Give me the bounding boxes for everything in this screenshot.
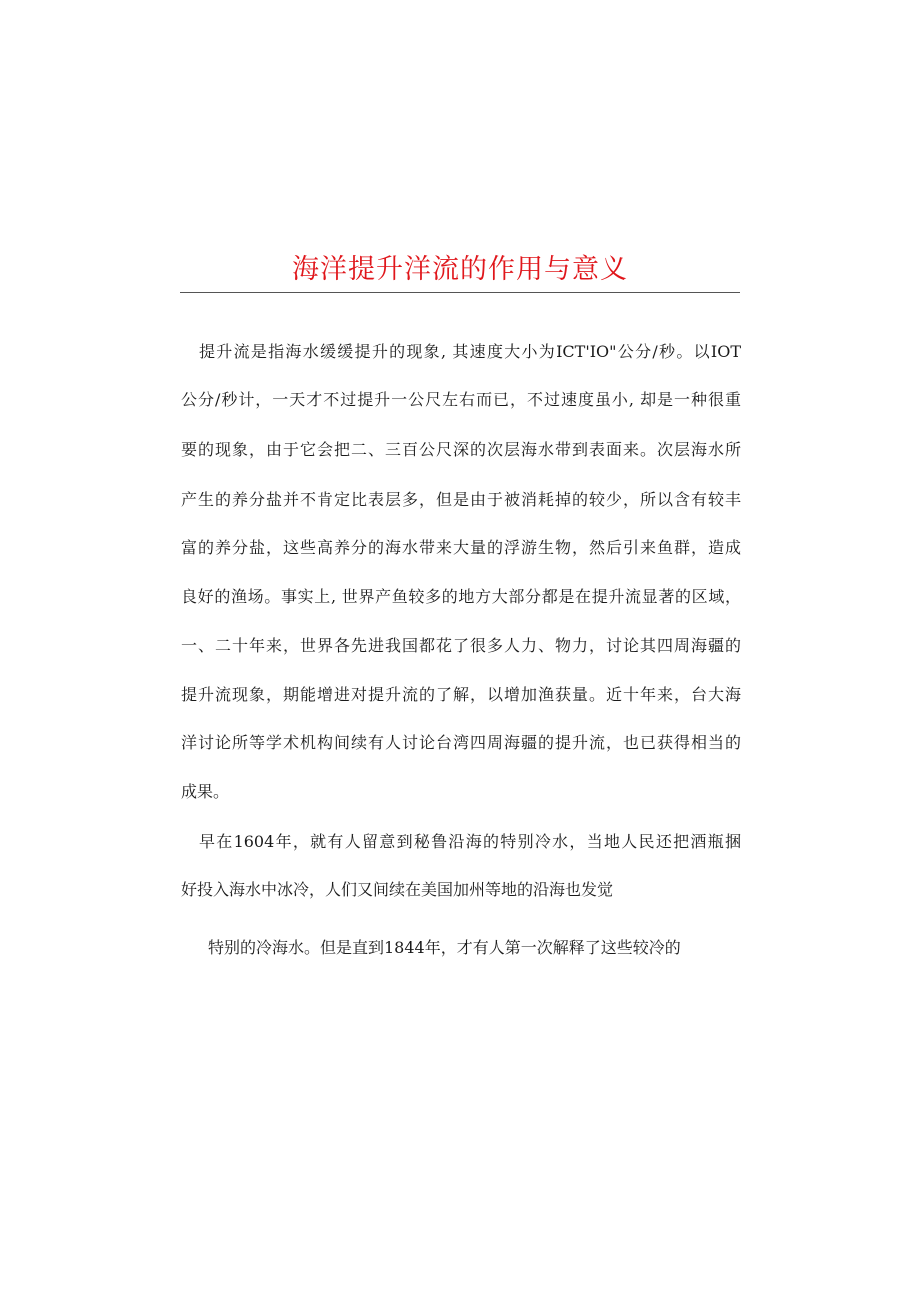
- paragraph-1-line-6: 良好的渔场。事实上, 世界产鱼较多的地方大部分都是在提升流显著的区域，: [181, 587, 741, 606]
- paragraph-1-line-7: 一、二十年来，世界各先进我国都花了很多人力、物力，讨论其四周海疆的: [181, 636, 741, 655]
- paragraph-1-line-8: 提升流现象，期能增进对提升流的了解，以增加渔获量。近十年来，台大海: [181, 685, 741, 704]
- paragraph-2-line-1: 早在1604年，就有人留意到秘鲁沿海的特别冷水，当地人民还把酒瓶捆: [199, 832, 741, 851]
- paragraph-1-line-2: 公分/秒计，一天才不过提升一公尺左右而已，不过速度虽小, 却是一种很重: [181, 390, 741, 409]
- paragraph-1-line-3: 要的现象，由于它会把二、三百公尺深的次层海水带到表面来。次层海水所: [181, 440, 741, 459]
- paragraph-2-line-2: 好投入海水中冰冷，人们又间续在美国加州等地的沿海也发觉: [181, 880, 614, 899]
- document-title: 海洋提升洋流的作用与意义: [292, 254, 628, 285]
- paragraph-1-line-1: 提升流是指海水缓缓提升的现象, 其速度大小为ICT'IO"公分/秒。以IOT: [199, 342, 741, 361]
- paragraph-1-line-5: 富的养分盐，这些高养分的海水带来大量的浮游生物，然后引来鱼群，造成: [181, 538, 741, 557]
- paragraph-1-line-10: 成果。: [181, 782, 230, 801]
- title-block: [180, 252, 740, 293]
- paragraph-1-line-4: 产生的养分盐并不肯定比表层多，但是由于被消耗掉的较少，所以含有较丰: [181, 490, 741, 509]
- paragraph-3-line-1: 特别的冷海水。但是直到1844年，才有人第一次解释了这些较冷的: [208, 938, 681, 957]
- paragraph-1-line-9: 洋讨论所等学术机构间续有人讨论台湾四周海疆的提升流，也已获得相当的: [181, 733, 741, 752]
